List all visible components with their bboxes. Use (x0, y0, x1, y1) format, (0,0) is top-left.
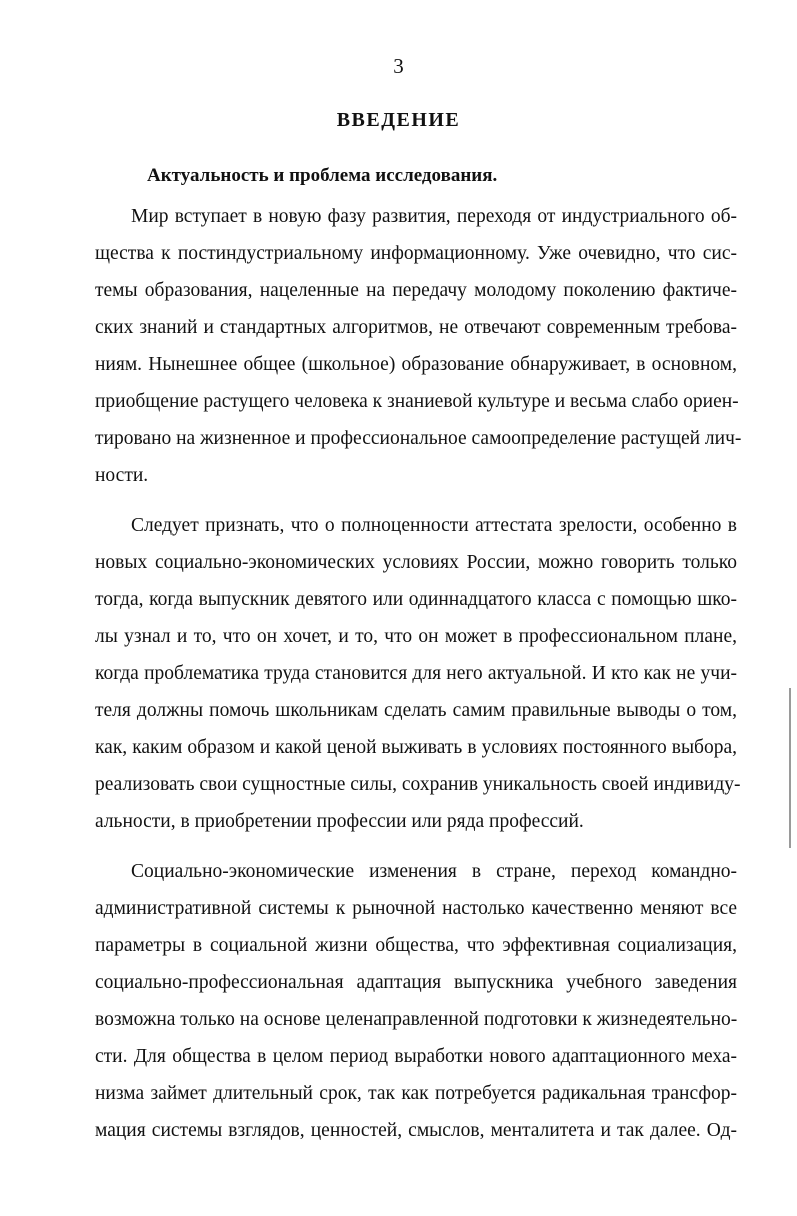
text-line: реализовать свои сущностные силы, сохранив уникальность своей индивиду- (95, 774, 741, 795)
text-line: темы образования, нацеленные на передачу молодому поколению фактиче- (95, 280, 737, 301)
text-line: Следует признать, что о полноценности аттестата зрелости, особенно в (131, 515, 737, 536)
text-line: лы узнал и то, что он хочет, и то, что он может в профессиональном плане, (95, 626, 737, 647)
text-line: ности. (95, 465, 149, 486)
text-line: теля должны помочь школьникам сделать самим правильные выводы о том, (95, 700, 737, 721)
text-line: Социально-экономические изменения в стране, переход командно- (131, 861, 737, 882)
text-line: ских знаний и стандартных алгоритмов, не отвечают современным требова- (95, 317, 737, 338)
text-line: административной системы к рыночной настолько качественно меняют все (95, 898, 737, 919)
text-line: щества к постиндустриальному информационному. Уже очевидно, что сис- (95, 243, 737, 264)
page-number: 3 (393, 54, 404, 78)
text-line: низма займет длительный срок, так как потребуется радикальная трансфор- (95, 1083, 737, 1104)
scan-margin-line (789, 688, 791, 848)
text-line: когда проблематика труда становится для него актуальной. И кто как не учи- (95, 663, 737, 684)
text-line: Мир вступает в новую фазу развития, переходя от индустриального об- (131, 206, 737, 227)
text-line: тогда, когда выпускник девятого или одиннадцатого класса с помощью шко- (95, 589, 737, 610)
text-line: сти. Для общества в целом период выработки нового адаптационного меха- (95, 1046, 737, 1067)
subsection-heading: Актуальность и проблема исследования. (147, 165, 498, 186)
text-line: возможна только на основе целенаправленной подготовки к жизнедеятельно- (95, 1009, 738, 1030)
text-line: приобщение растущего человека к знаниевой культуре и весьма слабо ориен- (95, 391, 739, 412)
text-line: социально-профессиональная адаптация выпускника учебного заведения (95, 972, 737, 993)
text-line: параметры в социальной жизни общества, что эффективная социализация, (95, 935, 737, 956)
text-line: мация системы взглядов, ценностей, смыслов, менталитета и так далее. Од- (95, 1120, 737, 1141)
section-heading: ВВЕДЕНИЕ (336, 109, 461, 131)
text-line: ниям. Нынешнее общее (школьное) образование обнаруживает, в основном, (95, 354, 737, 375)
text-line: как, каким образом и какой ценой выживать в условиях постоянного выбора, (95, 737, 737, 758)
text-line: новых социально-экономических условиях России, можно говорить только (95, 552, 737, 573)
text-line: тировано на жизненное и профессиональное самоопределение растущей лич- (95, 428, 742, 449)
text-line: альности, в приобретении профессии или ряда профессий. (95, 811, 584, 832)
